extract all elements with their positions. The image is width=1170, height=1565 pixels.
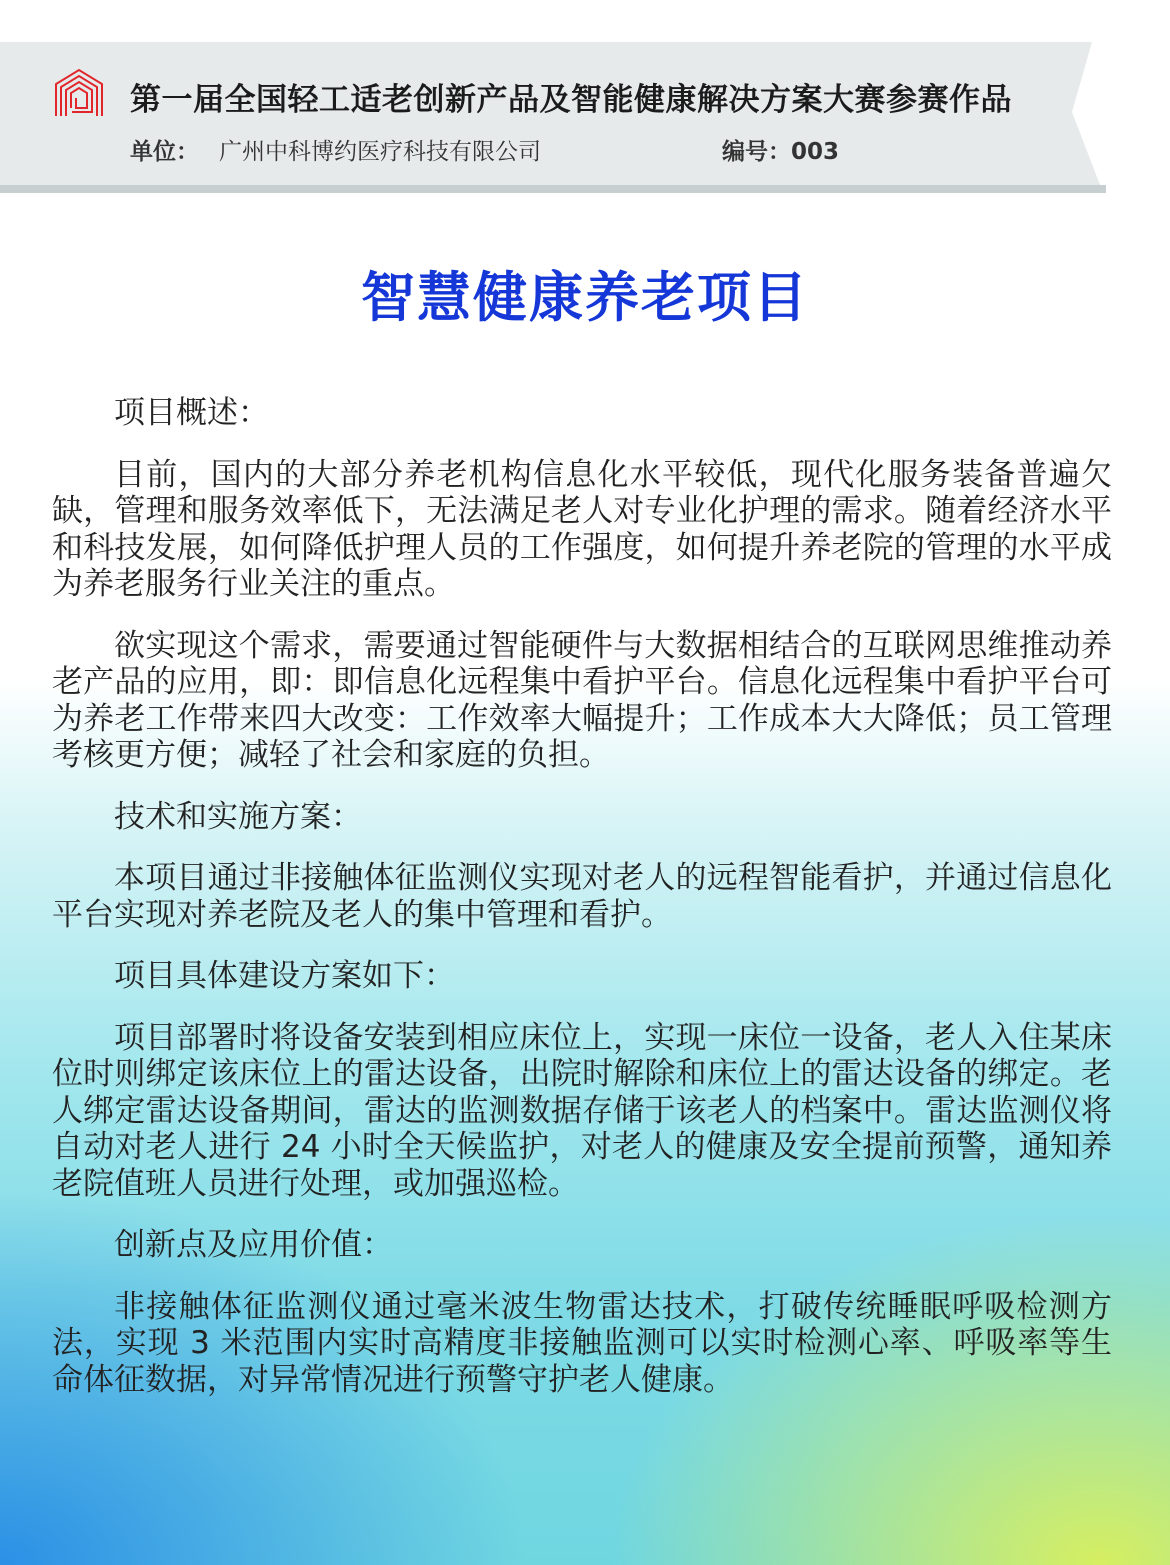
paragraph: 非接触体征监测仪通过毫米波生物雷达技术，打破传统睡眠呼吸检测方法，实现 3 米范围内实时高精度非接触监测可以实时检测心率、呼吸率等生命体征数据，对异常情况进行预警守护老人健康。	[52, 1288, 1112, 1398]
section-heading: 创新点及应用价值：	[114, 1227, 393, 1263]
section-heading: 项目概述：	[114, 395, 269, 431]
unit-value: 广州中科博约医疗科技有限公司	[219, 139, 541, 165]
page-title: 智慧健康养老项目	[361, 266, 809, 329]
paragraph: 欲实现这个需求，需要通过智能硬件与大数据相结合的互联网思维推动养老产品的应用，即：即信息化远程集中看护平台。信息化远程集中看护平台可为养老工作带来四大改变：工作效率大幅提升；工作成本大大降低；员工管理考核更方便；减轻了社会和家庭的负担。	[52, 627, 1112, 773]
paragraph: 项目部署时将设备安装到相应床位上，实现一床位一设备，老人入住某床位时则绑定该床位上的雷达设备，出院时解除和床位上的雷达设备的绑定。老人绑定雷达设备期间，雷达的监测数据存储于该老人的档案中。雷达监测仪将自动对老人进行 24 小时全天候监护，对老人的健康及安全提前预警，通知养老院值班人员进行处理，或加强巡检。	[52, 1019, 1112, 1202]
section-heading: 项目具体建设方案如下：	[114, 958, 455, 994]
unit-line	[130, 133, 541, 166]
paragraph: 本项目通过非接触体征监测仪实现对老人的远程智能看护，并通过信息化平台实现对养老院及老人的集中管理和看护。	[52, 860, 1112, 933]
contest-logo-icon	[54, 68, 104, 118]
paragraph: 目前，国内的大部分养老机构信息化水平较低，现代化服务装备普遍欠缺，管理和服务效率低下，无法满足老人对专业化护理的需求。随着经济水平和科技发展，如何降低护理人员的工作强度，如何提升养老院的管理的水平成为养老服务行业关注的重点。	[52, 456, 1112, 602]
unit-label: 单位：	[130, 139, 199, 165]
banner-shadow	[0, 185, 1106, 193]
entry-code: 编号：003	[722, 139, 840, 165]
section-heading: 技术和实施方案：	[114, 798, 362, 835]
contest-title: 第一届全国轻工适老创新产品及智能健康解决方案大赛参赛作品	[130, 82, 1012, 118]
content	[52, 395, 1112, 1423]
